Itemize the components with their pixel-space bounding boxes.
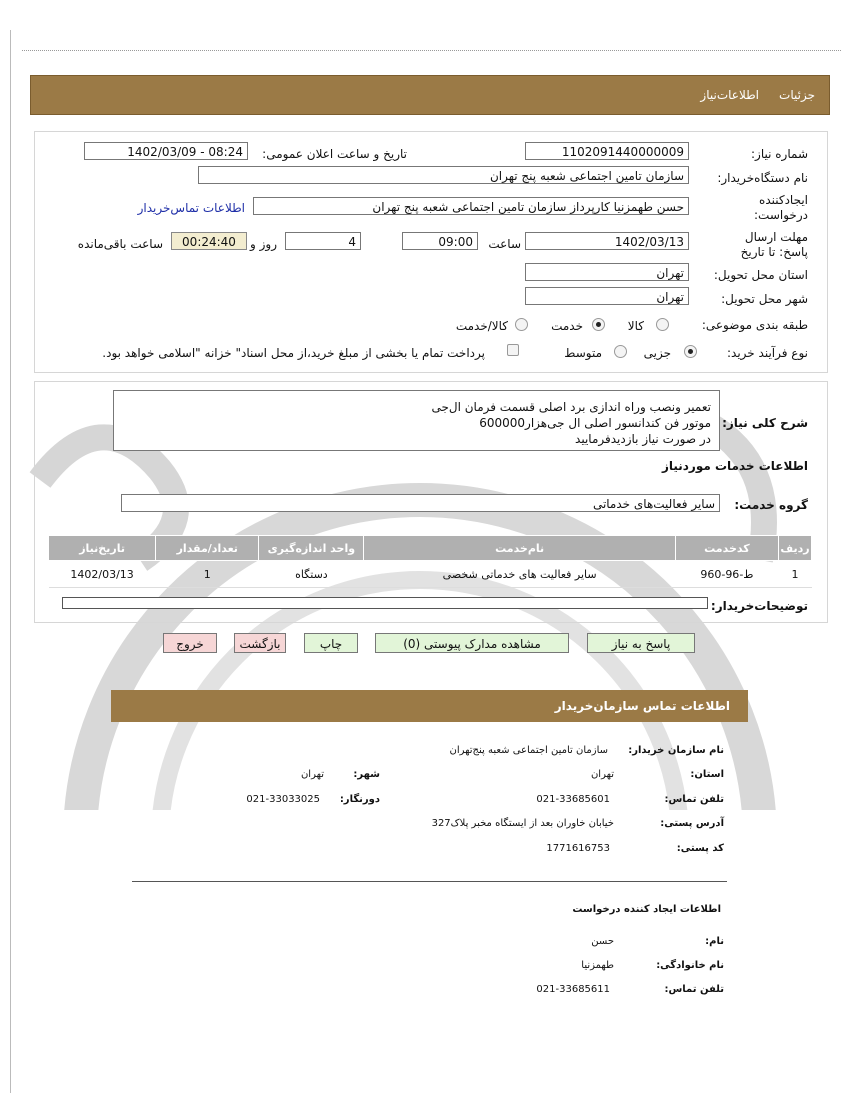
- services-table: [48, 535, 812, 588]
- requester-name-label: نام:: [705, 936, 724, 947]
- exit-button[interactable]: خروج: [163, 633, 217, 653]
- org-label: نام دستگاه‌خریدار:: [717, 171, 808, 185]
- contact-org-value: سازمان تامین اجتماعی شعبه پنج‌تهران: [449, 745, 608, 756]
- province-field: تهران: [525, 263, 689, 281]
- contact-divider: [132, 881, 727, 882]
- requester-title: اطلاعات ایجاد کننده درخواست: [572, 904, 721, 915]
- contact-section-title: اطلاعات تماس سازمان‌خریدار: [554, 699, 730, 713]
- need-no-label: شماره نیاز:: [751, 147, 808, 161]
- announce-field: 1402/03/09 - 08:24: [84, 142, 248, 160]
- tab-details[interactable]: جزئیات: [779, 88, 815, 102]
- contact-phone-label: تلفن تماس:: [664, 794, 724, 805]
- th-quantity: تعداد/مقدار: [156, 536, 259, 561]
- creator-field: حسن طهمزنیا کارپرداز سازمان تامین اجتماعی شعبه پنج تهران: [253, 197, 689, 215]
- remaining-timer: 00:24:40: [171, 232, 247, 250]
- requester-family-value: طهمزنیا: [581, 960, 614, 971]
- back-button[interactable]: بازگشت: [234, 633, 286, 653]
- days-field: 4: [285, 232, 361, 250]
- print-button[interactable]: چاپ: [304, 633, 358, 653]
- contact-postal-label: کد پستی:: [676, 843, 724, 854]
- contact-city-value: تهران: [300, 769, 324, 780]
- creator-label: ایجادکننده درخواست:: [754, 193, 808, 222]
- contact-province-label: استان:: [690, 769, 724, 780]
- contact-fax-value: 021-33033025: [246, 794, 320, 805]
- deadline-time-field: 09:00: [402, 232, 478, 250]
- treasury-payment-label: پرداخت تمام یا بخشی از مبلغ خرید،از محل اسناد" خزانه "اسلامی خواهد بود.: [102, 346, 485, 360]
- city-field: تهران: [525, 287, 689, 305]
- org-field: سازمان تامین اجتماعی شعبه پنج تهران: [198, 166, 689, 184]
- contact-section-header: [111, 690, 748, 722]
- contact-address-value: خیابان خاوران بعد از ایستگاه مخبر پلاک327: [431, 818, 614, 829]
- process-minor-label: جزیی: [643, 346, 671, 360]
- cell-row: 1: [778, 561, 811, 588]
- services-title: اطلاعات خدمات موردنیاز: [661, 459, 808, 473]
- contact-org-label: نام سازمان خریدار:: [628, 745, 724, 756]
- requester-phone-label: تلفن تماس:: [664, 984, 724, 995]
- summary-box: [113, 390, 720, 451]
- city-label: شهر محل تحویل:: [721, 292, 808, 306]
- province-label: استان محل تحویل:: [713, 268, 808, 282]
- cell-unit: دستگاه: [259, 561, 364, 588]
- contact-city-label: شهر:: [353, 769, 380, 780]
- th-row: ردیف: [778, 536, 811, 561]
- days-label: روز و: [250, 237, 277, 251]
- contact-postal-value: 1771616753: [546, 843, 610, 854]
- need-no-field: 1102091440000009: [525, 142, 689, 160]
- service-group-label: گروه خدمت:: [734, 498, 808, 512]
- buyer-contact-link[interactable]: اطلاعات تماس‌خریدار: [137, 201, 245, 215]
- contact-province-value: تهران: [590, 769, 614, 780]
- process-label: نوع فرآیند خرید:: [727, 346, 808, 360]
- deadline-date-field: 1402/03/13: [525, 232, 689, 250]
- process-medium-label: متوسط: [564, 346, 602, 360]
- view-documents-button[interactable]: مشاهده مدارک پیوستی (0): [375, 633, 569, 653]
- process-medium-radio[interactable]: [614, 345, 627, 358]
- category-service-radio[interactable]: [592, 318, 605, 331]
- summary-line-1: تعمیر ونصب وراه اندازی برد اصلی قسمت فرمان ال‌جی: [431, 400, 711, 414]
- tab-need-info[interactable]: اطلاعات‌نیاز: [700, 88, 759, 102]
- process-minor-radio[interactable]: [684, 345, 697, 358]
- treasury-payment-checkbox[interactable]: [507, 344, 519, 356]
- category-label: طبقه بندی موضوعی:: [701, 318, 808, 332]
- top-divider: [22, 50, 841, 51]
- tab-bar: [30, 75, 830, 115]
- table-row: [49, 561, 812, 588]
- category-goods-radio[interactable]: [656, 318, 669, 331]
- contact-fax-label: دورنگار:: [339, 794, 380, 805]
- reply-button[interactable]: پاسخ به نیاز: [587, 633, 695, 653]
- th-unit: واحد اندازه‌گیری: [259, 536, 364, 561]
- contact-address-label: آدرس پستی:: [660, 818, 724, 829]
- buyer-notes-label: توضیحات‌خریدار:: [710, 599, 808, 613]
- requester-phone-value: 021-33685611: [536, 984, 610, 995]
- cell-quantity: 1: [156, 561, 259, 588]
- th-service-name: نام‌خدمت: [364, 536, 675, 561]
- buyer-notes-field: [62, 597, 708, 609]
- requester-name-value: حسن: [591, 936, 614, 947]
- summary-line-3: در صورت نیاز بازدیدفرمایید: [575, 432, 711, 446]
- category-goods-label: کالا: [627, 319, 644, 333]
- requester-family-label: نام خانوادگی:: [656, 960, 724, 971]
- left-border: [10, 30, 11, 1093]
- service-group-field: سایر فعالیت‌های خدماتی: [121, 494, 720, 512]
- category-service-label: خدمت: [551, 319, 583, 333]
- deadline-label: مهلت ارسال پاسخ: تا تاریخ: [740, 230, 808, 259]
- cell-service-code: ط-96-960: [675, 561, 778, 588]
- summary-label: شرح کلی نیاز:: [722, 416, 808, 430]
- th-service-code: کدخدمت: [675, 536, 778, 561]
- announce-label: تاریخ و ساعت اعلان عمومی:: [262, 147, 407, 161]
- cell-need-date: 1402/03/13: [49, 561, 156, 588]
- category-goods-service-label: کالا/خدمت: [455, 319, 508, 333]
- contact-phone-value: 021-33685601: [536, 794, 610, 805]
- th-need-date: تاریخ‌نیاز: [49, 536, 156, 561]
- cell-service-name: سایر فعالیت های خدماتی شخصی: [364, 561, 675, 588]
- summary-line-2: موتور فن کندانسور اصلی ال جی‌هزار600000: [479, 416, 711, 430]
- time-label: ساعت: [488, 237, 521, 251]
- category-goods-service-radio[interactable]: [515, 318, 528, 331]
- remaining-label: ساعت باقی‌مانده: [77, 237, 163, 251]
